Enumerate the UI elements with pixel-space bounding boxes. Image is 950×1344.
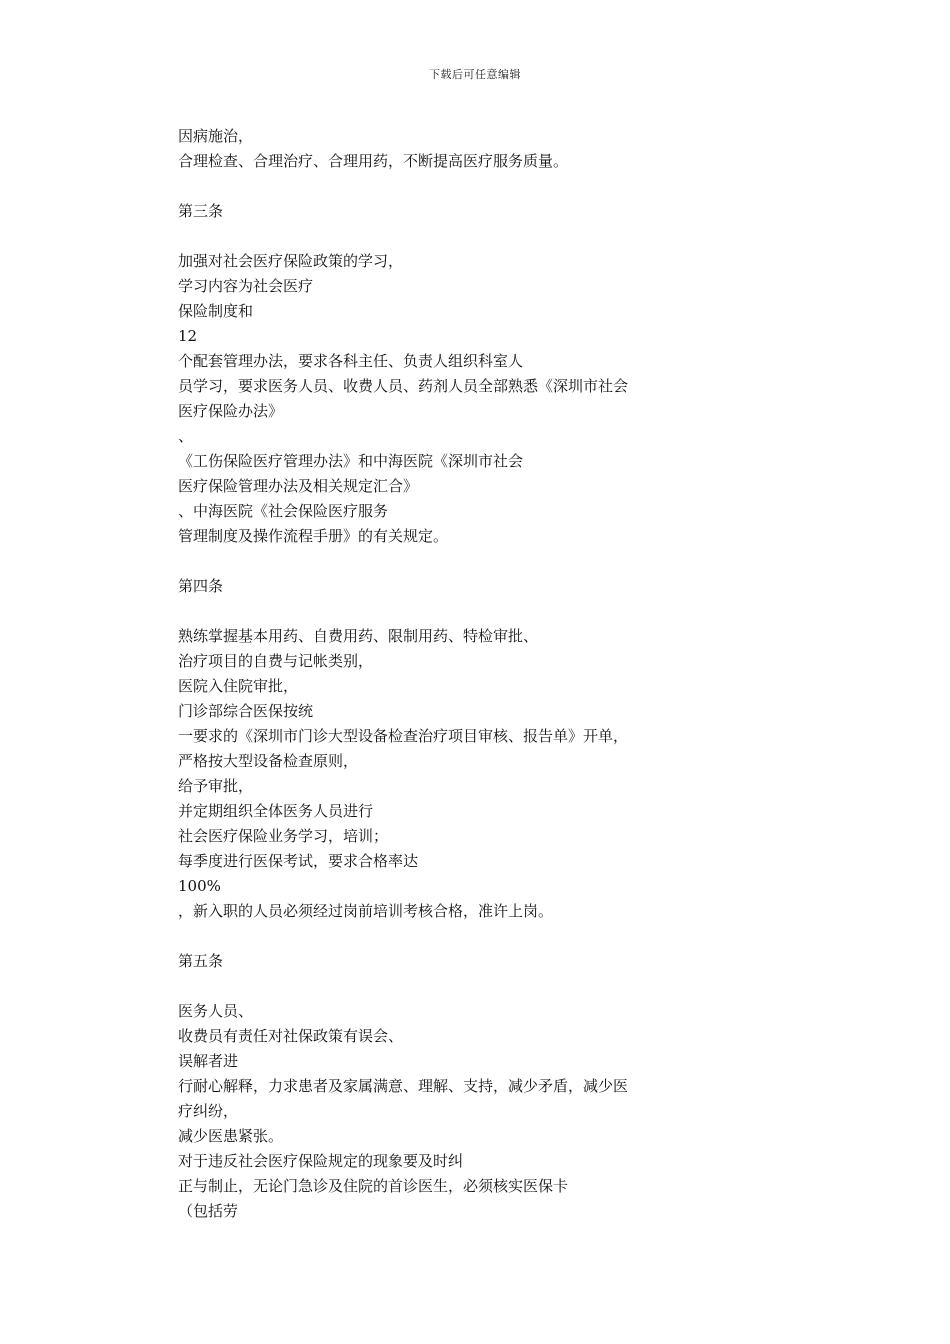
text-line: 医院入住院审批， (178, 677, 299, 695)
text-line: 医疗保险管理办法及相关规定汇合》 (178, 477, 419, 495)
article-heading: 第四条 (178, 577, 224, 595)
text-line: 并定期组织全体医务人员进行 (178, 802, 374, 820)
text-line: 治疗项目的自费与记帐类别， (178, 652, 374, 670)
text-line: 加强对社会医疗保险政策的学习， (178, 252, 404, 270)
blank-line (178, 924, 698, 949)
blank-line (178, 174, 698, 199)
text-line: 严格按大型设备检查原则， (178, 752, 359, 770)
blank-line (178, 974, 698, 999)
text-line: 每季度进行医保考试，要求合格率达 (178, 852, 419, 870)
blank-line (178, 549, 698, 574)
article-heading: 第五条 (178, 952, 224, 970)
text-line: 一要求的《深圳市门诊大型设备检查治疗项目审核、报告单》开单， (178, 727, 629, 745)
text-line: 医务人员、 (178, 1002, 254, 1020)
text-line: 社会医疗保险业务学习，培训； (178, 827, 389, 845)
text-line: 保险制度和 (178, 302, 254, 320)
document-body (178, 124, 698, 1224)
text-line: 、 (178, 427, 194, 445)
text-line: 给予审批， (178, 777, 254, 795)
text-line: 因病施治， (178, 127, 254, 145)
text-line: 、中海医院《社会保险医疗服务 (178, 502, 389, 520)
blank-line (178, 224, 698, 249)
text-line: 疗纠纷， (178, 1102, 239, 1120)
blank-line (178, 599, 698, 624)
page-header: 下载后可任意编辑 (429, 68, 521, 81)
text-line: 收费员有责任对社保政策有误会、 (178, 1027, 404, 1045)
text-line: 100% (178, 877, 221, 895)
text-line: 员学习，要求医务人员、收费人员、药剂人员全部熟悉《深圳市社会 (178, 377, 629, 395)
text-line: 门诊部综合医保按统 (178, 702, 314, 720)
text-line: 管理制度及操作流程手册》的有关规定。 (178, 527, 449, 545)
text-line: 医疗保险办法》 (178, 402, 284, 420)
text-line: 熟练掌握基本用药、自费用药、限制用药、特检审批、 (178, 627, 539, 645)
text-line: 学习内容为社会医疗 (178, 277, 314, 295)
text-line: 个配套管理办法，要求各科主任、负责人组织科室人 (178, 352, 524, 370)
article-heading: 第三条 (178, 202, 224, 220)
text-line: 减少医患紧张。 (178, 1127, 284, 1145)
text-line: 《工伤保险医疗管理办法》和中海医院《深圳市社会 (178, 452, 524, 470)
text-line: 对于违反社会医疗保险规定的现象要及时纠 (178, 1152, 464, 1170)
text-line: 正与制止，无论门急诊及住院的首诊医生，必须核实医保卡 (178, 1177, 569, 1195)
text-line: 合理检查、合理治疗、合理用药，不断提高医疗服务质量。 (178, 152, 569, 170)
text-line: 误解者进 (178, 1052, 239, 1070)
text-line: （包括劳 (178, 1202, 239, 1220)
text-line: ，新入职的人员必须经过岗前培训考核合格，准许上岗。 (178, 902, 554, 920)
text-line: 行耐心解释，力求患者及家属满意、理解、支持，减少矛盾，减少医 (178, 1077, 629, 1095)
text-line: 12 (178, 327, 198, 345)
